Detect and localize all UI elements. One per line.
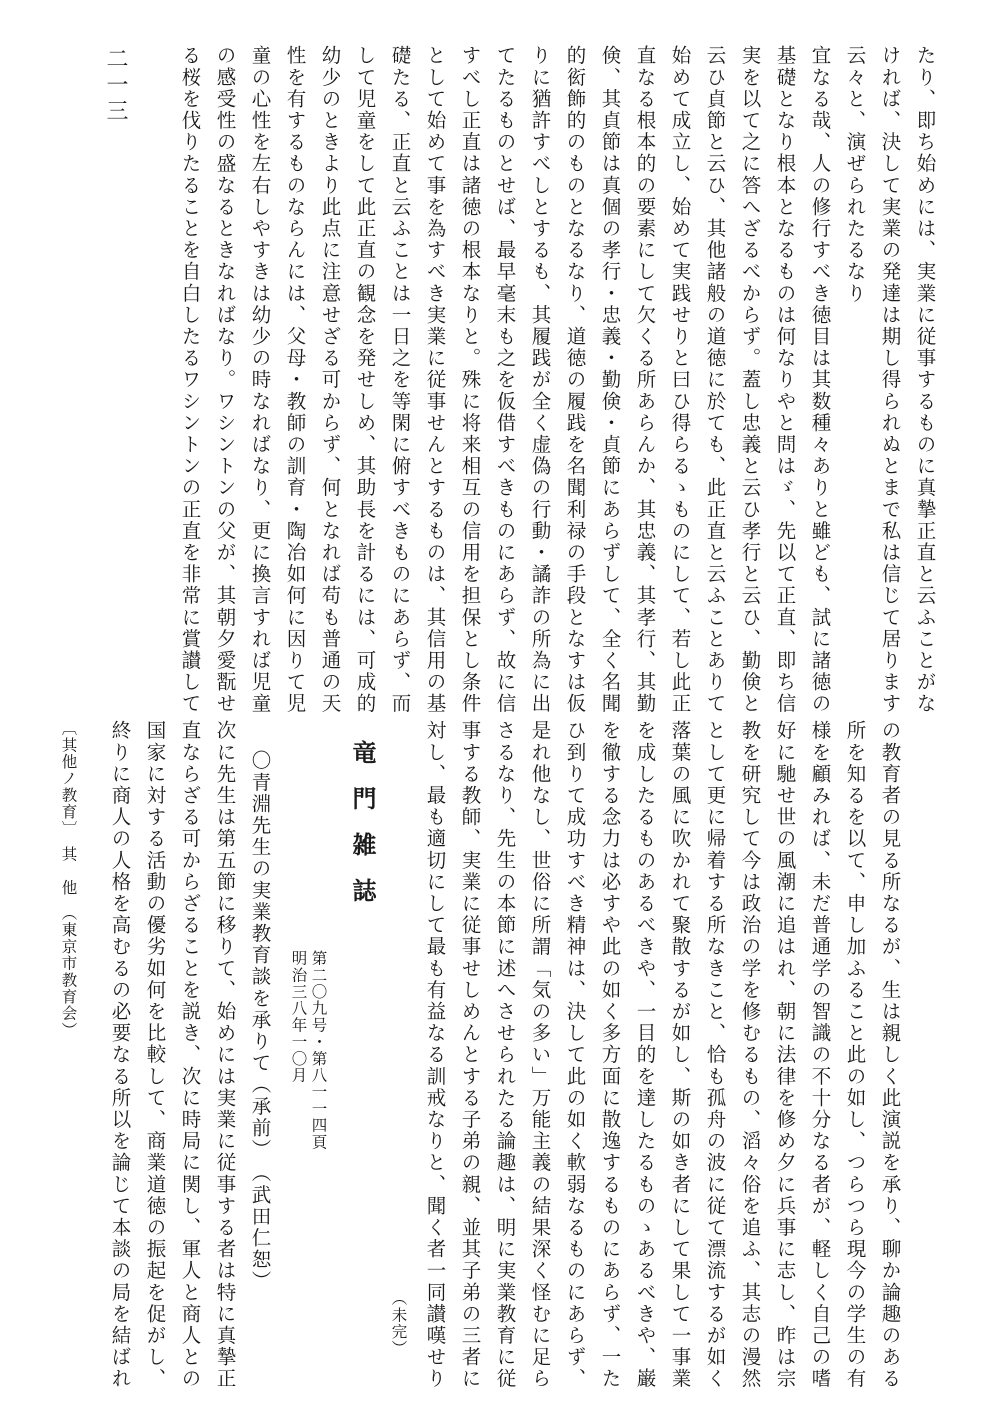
text-column: 次に先生は第五節に移りて、始めには実業に従事する者は特に真摯正 [213, 720, 237, 1390]
text-column: 倹、其貞節は真個の孝行・忠義・勤倹・貞節にあらずして、全く名聞 [598, 45, 622, 715]
text-column: して児童をして此正直の観念を発せしめ、其助長を計るには、可成的 [353, 45, 377, 715]
text-column: 云ひ貞節と云ひ、其他諸般の道徳に於ても、此正直と云ふことありて [703, 45, 727, 715]
text-column: 事する教師、実業に従事せしめんとする子弟の親、並其子弟の三者に [458, 720, 482, 1390]
magazine-title: 竜門雑誌 [348, 740, 377, 924]
text-column: 様を顧みれば、未だ普通学の智識の不十分なる者が、軽しく自己の嗜 [808, 720, 832, 1390]
text-column: 実を以て之に答へざるべからず。蓋し忠義と云ひ孝行と云ひ、勤倹と [738, 45, 762, 715]
text-column: 云々と、演ぜられたるなり [843, 45, 867, 305]
text-column: てたるものとせば、最早毫末も之を仮借すべきものにあらず、故に信 [493, 45, 517, 715]
text-column: さるなり、先生の本節に述へさせられたる論趣は、明に実業教育に従 [493, 720, 517, 1390]
running-footer: 〔其他ノ教育〕 其 他 （東京市教育会） [59, 720, 78, 1039]
text-column: を成したるものあるべきや、一目的を達したるものゝあるべきや、巌 [633, 720, 657, 1390]
issue-date: 明治三八年一〇月 [289, 950, 308, 1084]
text-column: 童の心性を左右しやすきは幼少の時なればなり、更に換言すれば児童 [248, 45, 272, 715]
text-column: 宜なる哉、人の修行すべき徳目は其数種々ありと雖ども、試に諸徳の [808, 45, 832, 715]
page-number: 二一三 [103, 47, 128, 125]
text-column: 礎たる、正直と云ふことは一日之を等閑に俯すべきものにあらず、而 [388, 45, 412, 715]
text-column: 始めて成立し、始めて実践せりと曰ひ得らるゝものにして、若し此正 [668, 45, 692, 715]
text-column: を徹する念力は必すや此の如く多方面に散逸するものにあらず、一た [598, 720, 622, 1390]
text-column: 的衒飾的のものとなるなり、道徳の履践を名聞利禄の手段となすは仮 [563, 45, 587, 715]
text-column: 幼少のときより此点に注意せざる可からず、何となれば苟も普通の天 [318, 45, 342, 715]
text-column: 終りに商人の人格を高むるの必要なる所以を論じて本談の局を結ばれ [108, 720, 132, 1390]
text-column: の教育者の見る所なるが、生は親しく此演説を承り、聊か論趣のある [878, 720, 902, 1390]
text-column: として更に帰着する所なきこと、恰も孤舟の波に従て漂流するが如く [703, 720, 727, 1390]
article-heading: 〇青淵先生の実業教育談を承りて（承前） （武田仁恕） [248, 750, 272, 1293]
text-column: 落葉の風に吹かれて聚散するが如し、斯の如き者にして果して一事業 [668, 720, 692, 1390]
text-column: 好に馳せ世の風潮に追はれ、朝に法律を修め夕に兵事に志し、昨は宗 [773, 720, 797, 1390]
text-column: の感受性の盛なるときなればなり。ワシントンの父が、其朝夕愛翫せ [213, 45, 237, 715]
text-column: る桜を伐りたることを自白したるワシントンの正直を非常に賞讃して [178, 45, 202, 715]
unfinished-note: （未完） [389, 1290, 408, 1357]
text-column: 対し、最も適切にして最も有益なる訓戒なりと、聞く者一同讃嘆せり [423, 720, 447, 1390]
text-column: 性を有するものならんには、父母・教師の訓育・陶冶如何に因りて児 [283, 45, 307, 715]
text-column: 国家に対する活動の優劣如何を比較して、商業道徳の振起を促がし、 [143, 720, 167, 1390]
text-column: すべし正直は諸徳の根本なりと。殊に将来相互の信用を担保とし条件 [458, 45, 482, 715]
text-column: として始めて事を為すべき実業に従事せんとするものは、其信用の基 [423, 45, 447, 715]
text-column: ひ到りて成功すべき精神は、決して此の如く軟弱なるものにあらず、 [563, 720, 587, 1390]
text-column: 教を研究して今は政治の学を修むるもの、滔々俗を追ふ、其志の漫然 [738, 720, 762, 1390]
text-column: 所を知るを以て、申し加ふること此の如し、つらつら現今の学生の有 [843, 720, 867, 1390]
issue-number: 第二〇九号・第八一一四頁 [309, 950, 328, 1151]
text-column: りに猶許すべしとするも、其履践が全く虚偽の行動・譎詐の所為に出 [528, 45, 552, 715]
text-column: ければ、決して実業の発達は期し得られぬとまで私は信じて居ります [878, 45, 902, 715]
text-column: 直なる根本的の要素にして欠くる所あらんか、其忠義、其孝行、其勤 [633, 45, 657, 715]
text-column: 基礎となり根本となるものは何なりやと問はゞ、先以て正直、即ち信 [773, 45, 797, 715]
text-column: 是れ他なし、世俗に所謂「気の多い」万能主義の結果深く怪むに足ら [528, 720, 552, 1390]
text-column: たり、即ち始めには、実業に従事するものに真摯正直と云ふことがな [913, 45, 937, 715]
text-column: 直ならざる可からざることを説き、次に時局に関し、軍人と商人との [178, 720, 202, 1390]
